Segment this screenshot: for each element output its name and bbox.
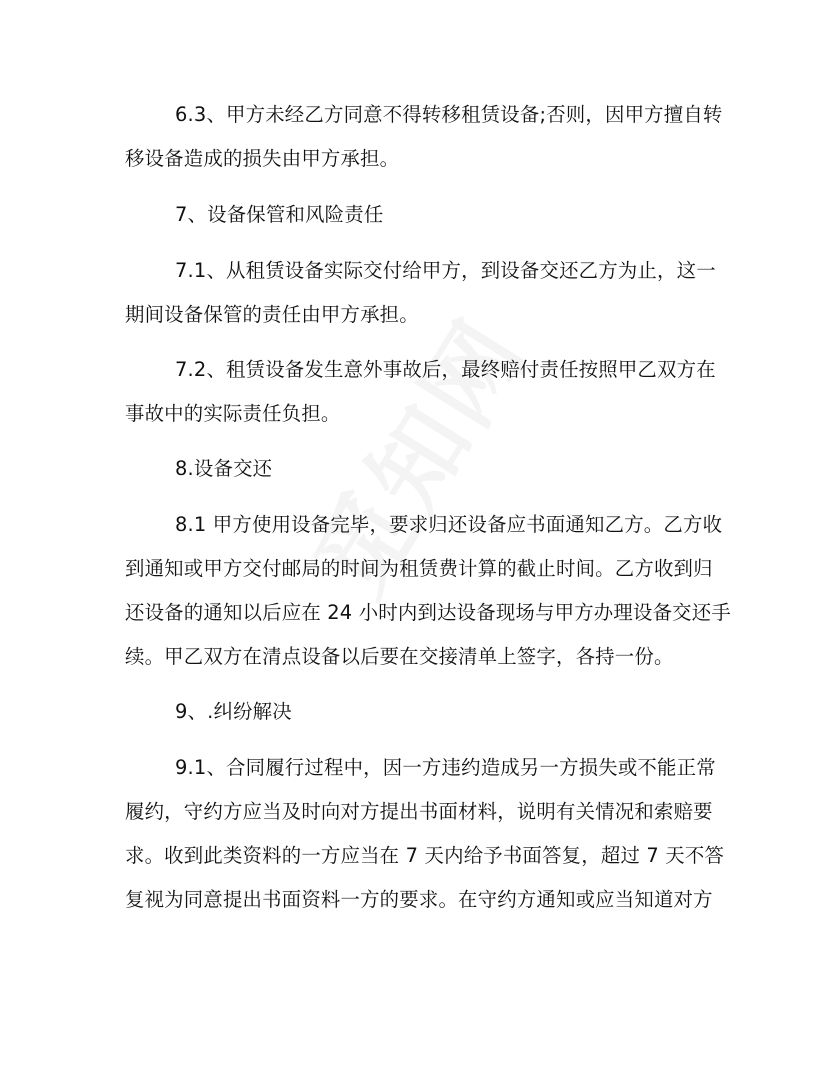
clause-7-1-line-2: 期间设备保管的责任由甲方承担。	[125, 303, 419, 326]
clause-8-1-line-1: 8.1 甲方使用设备完毕，要求归还设备应书面通知乙方。乙方收	[175, 513, 723, 536]
clause-8-1-line-3: 还设备的通知以后应在 24 小时内到达设备现场与甲方办理设备交还手	[125, 601, 731, 624]
section-9-heading: 9、.纠纷解决	[175, 700, 292, 723]
clause-9-1-line-1: 9.1、合同履行过程中，因一方违约造成另一方损失或不能正常	[175, 756, 716, 779]
clause-9-1-line-3: 求。收到此类资料的一方应当在 7 天内给予书面答复，超过 7 天不答	[125, 844, 725, 867]
clause-6-3-line-1: 6.3、甲方未经乙方同意不得转移租赁设备;否则，因甲方擅自转	[175, 103, 723, 126]
clause-9-1-line-2: 履约，守约方应当及时向对方提出书面材料，说明有关情况和索赔要	[125, 800, 713, 823]
clause-7-2-line-1: 7.2、租赁设备发生意外事故后，最终赔付责任按照甲乙双方在	[175, 358, 716, 381]
clause-6-3-line-2: 移设备造成的损失由甲方承担。	[125, 147, 400, 170]
section-7-heading: 7、设备保管和风险责任	[175, 203, 384, 226]
clause-7-2-line-2: 事故中的实际责任负担。	[125, 402, 341, 425]
clause-7-1-line-1: 7.1、从租赁设备实际交付给甲方，到设备交还乙方为止，这一	[175, 259, 716, 282]
clause-8-1-line-4: 续。甲乙双方在清点设备以后要在交接清单上签字，各持一份。	[125, 645, 674, 668]
clause-8-1-line-2: 到通知或甲方交付邮局的时间为租赁费计算的截止时间。乙方收到归	[125, 557, 713, 580]
clause-9-1-line-4: 复视为同意提出书面资料一方的要求。在守约方通知或应当知道对方	[125, 888, 713, 911]
section-8-heading: 8.设备交还	[175, 457, 273, 480]
